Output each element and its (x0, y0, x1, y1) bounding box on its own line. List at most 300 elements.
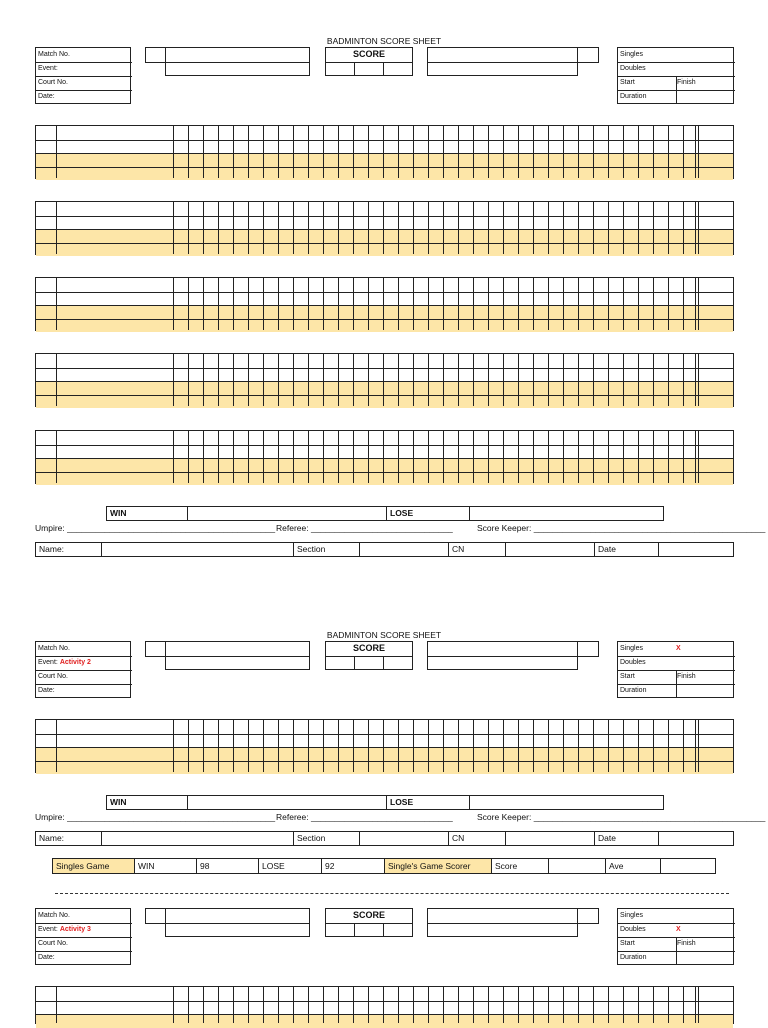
team-a-name-field[interactable] (165, 47, 310, 63)
grid-col-line (623, 720, 624, 772)
start-label: Start (618, 937, 677, 952)
score-header-box (325, 47, 413, 63)
grid-col-line (56, 278, 57, 330)
umpire-line-1: Umpire: ____________________________________________ (35, 523, 276, 533)
grid-col-line (695, 720, 696, 772)
section-field-1[interactable] (357, 543, 449, 556)
grid-col-line (308, 126, 309, 178)
grid-col-line (413, 431, 414, 483)
grid-col-line (443, 202, 444, 254)
date-label: Date: (38, 954, 55, 961)
score-grid-1-2[interactable] (35, 201, 734, 255)
doubles-label: Doubles (618, 62, 735, 77)
grid-col-line (398, 431, 399, 483)
grid-col-line (698, 987, 699, 1023)
grid-col-line (368, 354, 369, 406)
grid-col-line (473, 202, 474, 254)
grid-col-line (518, 278, 519, 330)
grid-col-line (695, 987, 696, 1023)
grid-col-line (593, 278, 594, 330)
grid-col-line (683, 278, 684, 330)
grid-col-line (383, 354, 384, 406)
grid-col-line (203, 278, 204, 330)
grid-col-line (533, 354, 534, 406)
grid-col-line (548, 278, 549, 330)
grid-col-line (668, 720, 669, 772)
grid-highlight-row (36, 472, 733, 486)
grid-col-line (413, 987, 414, 1023)
grid-row-line (36, 305, 733, 306)
duration-label: Duration (618, 684, 677, 698)
grid-col-line (638, 202, 639, 254)
match-no-label: Match No. (36, 48, 132, 63)
grid-col-line (488, 987, 489, 1023)
grid-col-line (608, 987, 609, 1023)
score-game-2[interactable] (354, 62, 384, 76)
summary-score-field[interactable] (548, 858, 606, 874)
grid-col-line (608, 126, 609, 178)
grid-col-line (308, 202, 309, 254)
section-label-2: Section (294, 832, 360, 845)
grid-col-line (248, 720, 249, 772)
team-a-name-field-2b[interactable] (165, 656, 310, 670)
grid-col-line (488, 720, 489, 772)
team-b-serve-box-3[interactable] (577, 908, 599, 924)
event-label: Event: (36, 62, 132, 77)
grid-col-line (593, 720, 594, 772)
finish-label: Finish (675, 76, 735, 91)
grid-col-line (533, 126, 534, 178)
score-game-3[interactable] (383, 656, 413, 670)
grid-col-line (563, 126, 564, 178)
grid-col-line (278, 720, 279, 772)
grid-row-line (36, 1001, 733, 1002)
grid-col-line (563, 987, 564, 1023)
grid-col-line (248, 431, 249, 483)
grid-highlight-row (36, 1014, 733, 1028)
grid-col-line (548, 126, 549, 178)
summary-lose-value: 92 (321, 858, 385, 874)
grid-row-line (36, 458, 733, 459)
score-header-box-2 (325, 641, 413, 657)
court-no-label: Court No. (36, 670, 132, 685)
match-no-label: Match No. (36, 909, 132, 924)
grid-col-line (383, 720, 384, 772)
grid-col-line (56, 126, 57, 178)
name-field-1[interactable] (99, 543, 294, 556)
score-header-box-3 (325, 908, 413, 924)
name-label-2: Name: (36, 832, 102, 845)
grid-col-line (353, 431, 354, 483)
grid-col-line (698, 720, 699, 772)
grid-col-line (218, 126, 219, 178)
match-info-block-2 (35, 641, 131, 698)
grid-highlight-row (36, 395, 733, 409)
grid-col-line (695, 431, 696, 483)
grid-col-line (56, 202, 57, 254)
grid-col-line (56, 354, 57, 406)
grid-col-line (578, 278, 579, 330)
grid-col-line (353, 987, 354, 1023)
grid-col-line (368, 720, 369, 772)
grid-col-line (503, 354, 504, 406)
grid-col-line (203, 987, 204, 1023)
grid-col-line (638, 431, 639, 483)
score-grid-1-4[interactable] (35, 353, 734, 407)
score-game-3[interactable] (383, 923, 413, 937)
grid-col-line (248, 202, 249, 254)
grid-col-line (323, 431, 324, 483)
grid-col-line (353, 202, 354, 254)
grid-col-line (533, 720, 534, 772)
grid-col-line (638, 278, 639, 330)
grid-row-line (36, 381, 733, 382)
sheet-title-2: BADMINTON SCORE SHEET (326, 630, 442, 640)
team-b-name-field-2a[interactable] (427, 641, 578, 657)
grid-col-line (383, 202, 384, 254)
grid-col-line (518, 987, 519, 1023)
singles-mark-2: X (676, 645, 681, 652)
grid-col-line (695, 278, 696, 330)
grid-col-line (218, 202, 219, 254)
grid-col-line (338, 354, 339, 406)
grid-highlight-row (36, 381, 733, 395)
grid-col-line (173, 278, 174, 330)
grid-col-line (308, 720, 309, 772)
grid-col-line (668, 987, 669, 1023)
grid-col-line (428, 987, 429, 1023)
grid-col-line (56, 431, 57, 483)
section-field-2[interactable] (357, 832, 449, 845)
grid-row-line (36, 734, 733, 735)
grid-col-line (578, 354, 579, 406)
grid-col-line (653, 202, 654, 254)
score-label: SCORE (352, 910, 385, 920)
grid-col-line (233, 278, 234, 330)
grid-col-line (623, 354, 624, 406)
grid-col-line (233, 126, 234, 178)
grid-col-line (233, 720, 234, 772)
grid-col-line (563, 431, 564, 483)
grid-col-line (668, 278, 669, 330)
team-a-serve-box-2[interactable] (145, 641, 166, 657)
grid-col-line (398, 354, 399, 406)
date-label: Date: (38, 687, 55, 694)
match-type-block-1 (617, 47, 734, 104)
win-field-2[interactable] (187, 795, 387, 810)
grid-col-line (518, 202, 519, 254)
team-a-name-field-2[interactable] (165, 62, 310, 76)
grid-col-line (218, 987, 219, 1023)
name-field-2[interactable] (99, 832, 294, 845)
grid-col-line (653, 431, 654, 483)
grid-col-line (695, 126, 696, 178)
grid-col-line (548, 354, 549, 406)
grid-col-line (173, 202, 174, 254)
match-info-block-3 (35, 908, 131, 965)
grid-col-line (695, 202, 696, 254)
summary-ave-field[interactable] (660, 858, 716, 874)
grid-col-line (653, 278, 654, 330)
grid-col-line (263, 202, 264, 254)
score-game-2[interactable] (354, 656, 384, 670)
grid-col-line (608, 354, 609, 406)
grid-row-line (36, 167, 733, 168)
grid-col-line (218, 720, 219, 772)
grid-col-line (473, 354, 474, 406)
match-type-block-2 (617, 641, 734, 698)
grid-col-line (695, 354, 696, 406)
cn-label-2: CN (449, 832, 506, 845)
grid-col-line (218, 354, 219, 406)
grid-col-line (203, 720, 204, 772)
grid-col-line (173, 126, 174, 178)
grid-col-line (488, 278, 489, 330)
singles-label: Singles (618, 909, 735, 924)
grid-col-line (293, 987, 294, 1023)
name-row-2 (35, 831, 734, 846)
grid-col-line (698, 278, 699, 330)
cn-field-1[interactable] (503, 543, 595, 556)
lose-field-2[interactable] (469, 795, 664, 810)
grid-col-line (428, 278, 429, 330)
grid-col-line (353, 126, 354, 178)
grid-col-line (398, 202, 399, 254)
grid-col-line (248, 126, 249, 178)
grid-col-line (263, 126, 264, 178)
grid-col-line (503, 202, 504, 254)
score-game-1[interactable] (325, 923, 355, 937)
grid-col-line (578, 126, 579, 178)
team-b-name-field-3b[interactable] (427, 923, 578, 937)
grid-row-line (36, 747, 733, 748)
grid-row-line (36, 368, 733, 369)
win-field-1[interactable] (187, 506, 387, 521)
summary-ave-label: Ave (605, 858, 661, 874)
start-label: Start (618, 670, 677, 685)
grid-col-line (623, 987, 624, 1023)
match-info-block-1 (35, 47, 131, 104)
summary-game-type: Singles Game (52, 858, 135, 874)
grid-col-line (458, 278, 459, 330)
duration-label: Duration (618, 951, 677, 965)
doubles-label: Doubles (618, 656, 735, 671)
win-label-1: WIN (106, 506, 188, 521)
grid-col-line (203, 354, 204, 406)
grid-row-line (36, 319, 733, 320)
grid-highlight-row (36, 229, 733, 243)
grid-col-line (488, 126, 489, 178)
grid-highlight-row (36, 319, 733, 333)
grid-col-line (428, 720, 429, 772)
grid-col-line (368, 987, 369, 1023)
grid-col-line (683, 987, 684, 1023)
grid-col-line (533, 202, 534, 254)
score-game-2[interactable] (354, 923, 384, 937)
lose-field-1[interactable] (469, 506, 664, 521)
finish-label: Finish (675, 937, 735, 952)
grid-col-line (323, 126, 324, 178)
grid-col-line (248, 278, 249, 330)
grid-col-line (503, 720, 504, 772)
grid-col-line (278, 431, 279, 483)
event-label: Event: (38, 926, 58, 933)
cn-field-2[interactable] (503, 832, 595, 845)
team-b-name-field-2[interactable] (427, 62, 578, 76)
grid-col-line (368, 202, 369, 254)
duration-label: Duration (618, 90, 677, 104)
score-grid-3-1[interactable] (35, 986, 734, 1024)
grid-row-line (36, 292, 733, 293)
grid-col-line (458, 431, 459, 483)
grid-col-line (308, 431, 309, 483)
win-label-2: WIN (106, 795, 188, 810)
team-b-serve-box[interactable] (577, 47, 599, 63)
grid-col-line (338, 278, 339, 330)
summary-score-label: Score (491, 858, 549, 874)
grid-col-line (293, 720, 294, 772)
grid-col-line (188, 354, 189, 406)
sheet-title-1: BADMINTON SCORE SHEET (326, 36, 442, 46)
grid-col-line (188, 278, 189, 330)
team-a-serve-box-3[interactable] (145, 908, 166, 924)
grid-col-line (443, 720, 444, 772)
grid-col-line (458, 202, 459, 254)
grid-col-line (473, 431, 474, 483)
grid-col-line (413, 202, 414, 254)
grid-col-line (278, 126, 279, 178)
singles-label: Singles (620, 645, 643, 652)
grid-col-line (548, 202, 549, 254)
grid-col-line (623, 202, 624, 254)
score-game-1[interactable] (325, 656, 355, 670)
grid-col-line (398, 278, 399, 330)
grid-col-line (668, 354, 669, 406)
grid-col-line (638, 354, 639, 406)
grid-col-line (56, 987, 57, 1023)
grid-col-line (473, 720, 474, 772)
grid-col-line (653, 720, 654, 772)
name-label-1: Name: (36, 543, 102, 556)
grid-col-line (533, 431, 534, 483)
referee-line-2: Referee: ______________________________ (276, 812, 453, 822)
grid-col-line (608, 202, 609, 254)
grid-col-line (398, 720, 399, 772)
doubles-row-3 (618, 923, 735, 938)
date-label-row-1: Date (595, 543, 659, 556)
grid-col-line (263, 987, 264, 1023)
grid-col-line (56, 720, 57, 772)
grid-col-line (623, 126, 624, 178)
summary-scorer-label: Single's Game Scorer (384, 858, 492, 874)
grid-col-line (293, 126, 294, 178)
court-no-label: Court No. (36, 937, 132, 952)
grid-col-line (653, 126, 654, 178)
score-grid-1-3[interactable] (35, 277, 734, 331)
event-value-3: Activity 3 (59, 926, 91, 933)
team-b-name-field-2b[interactable] (427, 656, 578, 670)
grid-col-line (428, 202, 429, 254)
grid-col-line (278, 202, 279, 254)
doubles-label: Doubles (620, 926, 646, 933)
score-game-3[interactable] (383, 62, 413, 76)
score-keeper-line-2: Score Keeper: _________________________________________________ (477, 812, 766, 822)
grid-col-line (173, 987, 174, 1023)
grid-highlight-row (36, 747, 733, 761)
team-b-serve-box-2[interactable] (577, 641, 599, 657)
grid-col-line (638, 987, 639, 1023)
score-grid-1-5[interactable] (35, 430, 734, 484)
grid-col-line (578, 202, 579, 254)
team-a-name-field-3b[interactable] (165, 923, 310, 937)
start-label: Start (618, 76, 677, 91)
grid-col-line (443, 354, 444, 406)
singles-row-2 (618, 642, 735, 657)
grid-col-line (428, 354, 429, 406)
grid-col-line (413, 354, 414, 406)
grid-col-line (248, 987, 249, 1023)
grid-col-line (653, 987, 654, 1023)
team-a-name-field-2a[interactable] (165, 641, 310, 657)
grid-col-line (233, 202, 234, 254)
grid-row-line (36, 229, 733, 230)
grid-col-line (623, 278, 624, 330)
grid-col-line (338, 202, 339, 254)
grid-col-line (473, 126, 474, 178)
finish-label: Finish (675, 670, 735, 685)
grid-col-line (533, 987, 534, 1023)
grid-col-line (278, 987, 279, 1023)
grid-col-line (698, 354, 699, 406)
cut-line (55, 893, 729, 894)
grid-highlight-row (36, 305, 733, 319)
team-a-serve-box[interactable] (145, 47, 166, 63)
grid-col-line (308, 278, 309, 330)
court-no-label: Court No. (36, 76, 132, 91)
grid-row-line (36, 1014, 733, 1015)
team-a-name-field-3a[interactable] (165, 908, 310, 924)
grid-col-line (638, 720, 639, 772)
grid-col-line (563, 720, 564, 772)
grid-col-line (188, 202, 189, 254)
grid-col-line (548, 720, 549, 772)
grid-col-line (593, 431, 594, 483)
score-label: SCORE (352, 49, 385, 59)
grid-col-line (173, 720, 174, 772)
grid-col-line (323, 354, 324, 406)
grid-col-line (698, 126, 699, 178)
grid-col-line (218, 431, 219, 483)
grid-col-line (413, 126, 414, 178)
grid-col-line (548, 431, 549, 483)
grid-col-line (443, 278, 444, 330)
grid-col-line (488, 354, 489, 406)
score-grid-2-1[interactable] (35, 719, 734, 773)
grid-col-line (593, 126, 594, 178)
grid-col-line (638, 126, 639, 178)
grid-col-line (368, 126, 369, 178)
cn-label-1: CN (449, 543, 506, 556)
grid-col-line (668, 126, 669, 178)
score-game-1[interactable] (325, 62, 355, 76)
grid-col-line (563, 278, 564, 330)
team-b-name-field-3a[interactable] (427, 908, 578, 924)
score-grid-1-1[interactable] (35, 125, 734, 179)
team-b-name-field[interactable] (427, 47, 578, 63)
summary-lose-label: LOSE (258, 858, 322, 874)
score-label: SCORE (352, 643, 385, 653)
summary-win-value: 98 (196, 858, 259, 874)
